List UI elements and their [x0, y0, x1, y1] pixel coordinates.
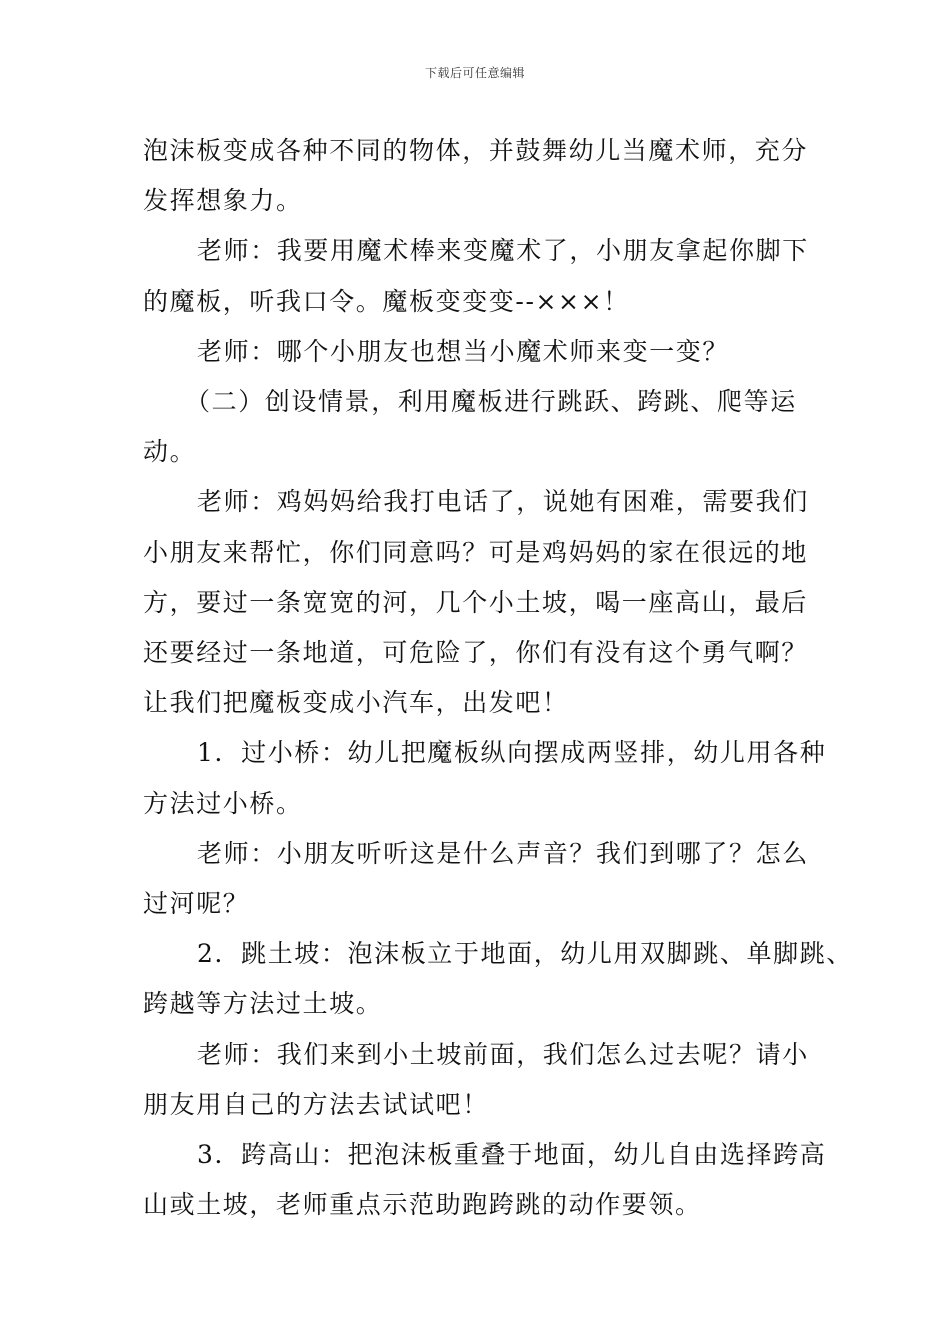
text-line: 3．跨高山：把泡沫板重叠于地面，幼儿自由选择跨高: [197, 1140, 827, 1170]
text-line: 泡沫板变成各种不同的物体，并鼓舞幼儿当魔术师，充分: [143, 136, 809, 165]
text-line: 过河呢？: [143, 889, 250, 919]
page-header: 下载后可任意编辑: [424, 66, 525, 80]
text-line: 老师：鸡妈妈给我打电话了，说她有困难，需要我们: [197, 487, 809, 517]
paragraph-8: [143, 929, 853, 1029]
text-line: 老师：哪个小朋友也想当小魔术师来变一变？: [197, 336, 730, 366]
paragraph-9: [143, 1030, 811, 1130]
paragraph-2: [143, 226, 811, 326]
text-line: 发挥想象力。: [143, 186, 303, 216]
text-line: 动。: [143, 437, 197, 467]
text-line: 1．过小桥：幼儿把魔板纵向摆成两竖排，幼儿用各种: [197, 738, 827, 768]
text-line: 老师：我要用魔术棒来变魔术了，小朋友拿起你脚下: [197, 236, 809, 266]
text-line: 老师：我们来到小土坡前面，我们怎么过去呢？请小: [197, 1039, 809, 1069]
text-line: 让我们把魔板变成小汽车，出发吧！: [143, 688, 569, 718]
text-line: 跨越等方法过土坡。: [143, 989, 383, 1019]
text-line: （二）创设情景，利用魔板进行跳跃、跨跳、爬等运: [185, 387, 797, 417]
paragraph-5: [143, 477, 811, 728]
text-line: 还要经过一条地道，可危险了，你们有没有这个勇气啊？: [143, 638, 809, 668]
paragraph-4: [143, 377, 811, 477]
text-line: 小朋友来帮忙，你们同意吗？可是鸡妈妈的家在很远的地: [143, 537, 809, 567]
text-line: 方，要过一条宽宽的河，几个小土坡，喝一座高山，最后: [143, 587, 809, 617]
text-line: 的魔板，听我口令。魔板变变变--×××！: [143, 286, 630, 316]
paragraph-10: [143, 1130, 827, 1230]
text-line: 方法过小桥。: [143, 788, 303, 818]
paragraph-3: [143, 327, 811, 377]
text-line: 山或土坡，老师重点示范助跑跨跳的动作要领。: [143, 1190, 702, 1220]
document-body: [143, 126, 853, 1230]
paragraph-1: [143, 126, 811, 226]
text-line: 2．跳土坡：泡沫板立于地面，幼儿用双脚跳、单脚跳、: [197, 939, 853, 969]
text-line: 朋友用自己的方法去试试吧！: [143, 1089, 489, 1119]
paragraph-6: [143, 728, 827, 828]
paragraph-7: [143, 829, 811, 929]
text-line: 老师：小朋友听听这是什么声音？我们到哪了？怎么: [197, 838, 809, 868]
